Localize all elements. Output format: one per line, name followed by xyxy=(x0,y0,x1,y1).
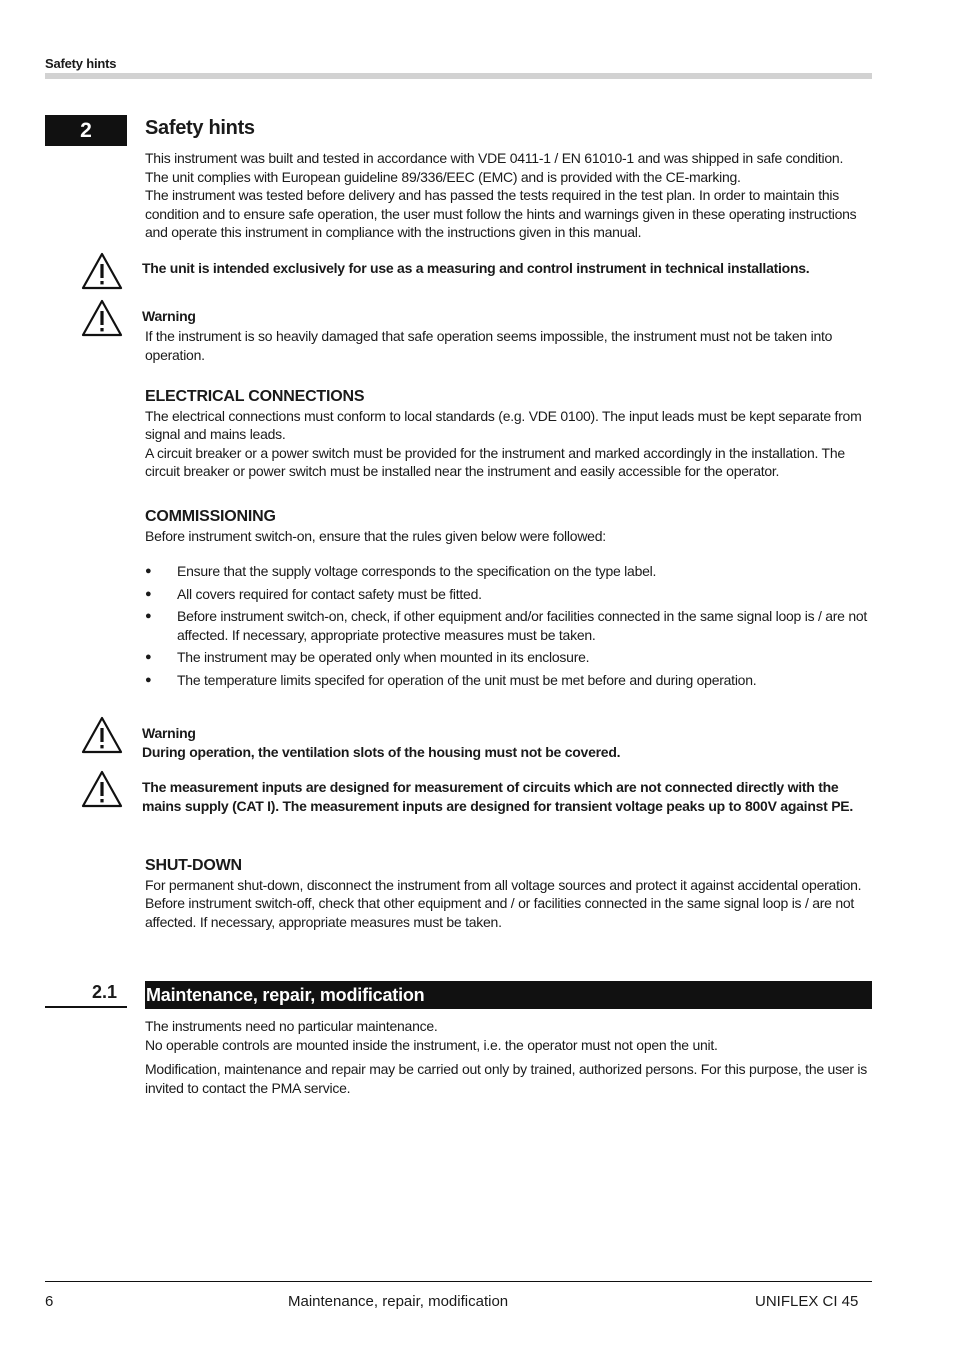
commissioning-intro: Before instrument switch-on, ensure that the rules given below were followed: xyxy=(145,527,606,544)
commissioning-list xyxy=(145,562,872,694)
maintenance-paragraph: No operable controls are mounted inside the instrument, i.e. the operator must not open the unit. xyxy=(145,1036,718,1053)
chapter-intro xyxy=(145,149,872,242)
intro-paragraph: The instrument was tested before delivery and has passed the tests required in the test plan. In order to maintain this condition and to ensure safe operation, the user must follow the hints and warnings given in these operating instructions and operate this instrument in compliance with the instructions given in this manual. xyxy=(145,187,857,241)
shutdown-section xyxy=(145,857,872,931)
measurement-inputs-notice: The measurement inputs are designed for measurement of circuits which are not connected directly with the mains supply (CAT I). The measurement inputs are designed for transient voltage peaks up to 800V against PE. xyxy=(142,779,854,814)
section-number: 2.1 xyxy=(91,982,117,1002)
header-rule xyxy=(45,73,872,79)
warning-ventilation xyxy=(142,724,872,761)
warning-triangle-icon xyxy=(81,770,123,808)
shutdown-paragraph: For permanent shut-down, disconnect the instrument from all voltage sources and protect it against accidental operation. xyxy=(145,876,862,893)
warning-label: Warning xyxy=(142,725,196,741)
chapter-title: Safety hints xyxy=(145,117,255,139)
shutdown-heading: SHUT-DOWN xyxy=(145,857,242,874)
page-number: 6 xyxy=(45,1293,54,1310)
section-number-rule xyxy=(45,1006,127,1008)
usage-notice: The unit is intended exclusively for use as a measuring and control instrument in technical installations. xyxy=(142,260,810,276)
electrical-paragraph: The electrical connections must conform to local standards (e.g. VDE 0100). The input leads must be kept separate from signal and mains leads. xyxy=(145,407,862,443)
commissioning-heading: COMMISSIONING xyxy=(145,508,276,525)
warning-damage-text: If the instrument is so heavily damaged that safe operation seems impossible, the instrument must not be taken into operation. xyxy=(145,328,833,363)
electrical-connections-section xyxy=(145,388,872,481)
list-item: ● Ensure that the supply voltage corresponds to the specification on the type label. xyxy=(145,562,872,581)
warning-ventilation-text: During operation, the ventilation slots of the housing must not be covered. xyxy=(142,743,621,760)
list-item: ● The instrument may be operated only when mounted in its enclosure. xyxy=(145,648,872,667)
maintenance-paragraph: The instruments need no particular maintenance. xyxy=(145,1018,438,1034)
intro-paragraph: This instrument was built and tested in accordance with VDE 0411-1 / EN 61010-1 and was shipped in safe condition. xyxy=(145,150,844,166)
warning-triangle-icon xyxy=(81,252,123,290)
shutdown-paragraph: Before instrument switch-off, check that other equipment and / or facilities connected in the same signal loop is / are not affected. If necessary, appropriate measures must be taken. xyxy=(145,895,855,930)
list-item: ● Before instrument switch-on, check, if other equipment and/or facilities connected in the same signal loop is / are not affected. If necessary, appropriate protective measures must be taken. xyxy=(145,607,872,644)
footer-rule xyxy=(45,1281,872,1282)
maintenance-paragraph: Modification, maintenance and repair may be carried out only by trained, authorized persons. For this purpose, the user is invited to contact the PMA service. xyxy=(145,1061,868,1096)
electrical-paragraph: A circuit breaker or a power switch must be provided for the instrument and marked accordingly in the installation. The circuit breaker or power switch must be installed near the instrument and easily accessible for the operator. xyxy=(145,444,845,480)
running-header: Safety hints xyxy=(45,56,117,71)
maintenance-text xyxy=(145,1017,872,1097)
warning-label: Warning xyxy=(142,308,196,324)
electrical-connections-heading: ELECTRICAL CONNECTIONS xyxy=(145,388,365,405)
footer-product-name: UNIFLEX CI 45 xyxy=(755,1293,859,1310)
chapter-number: 2 xyxy=(45,115,127,146)
section-title-bar xyxy=(145,981,872,1009)
intro-paragraph: The unit complies with European guideline 89/336/EEC (EMC) and is provided with the CE-marking. xyxy=(145,168,741,185)
warning-triangle-icon xyxy=(81,299,123,337)
warning-triangle-icon xyxy=(81,716,123,754)
list-item: ● All covers required for contact safety must be fitted. xyxy=(145,585,872,604)
section-title: Maintenance, repair, modification xyxy=(146,985,425,1005)
commissioning-section xyxy=(145,508,872,545)
footer-section-title: Maintenance, repair, modification xyxy=(288,1293,509,1310)
list-item: ● The temperature limits specifed for operation of the unit must be met before and during operation. xyxy=(145,671,872,690)
